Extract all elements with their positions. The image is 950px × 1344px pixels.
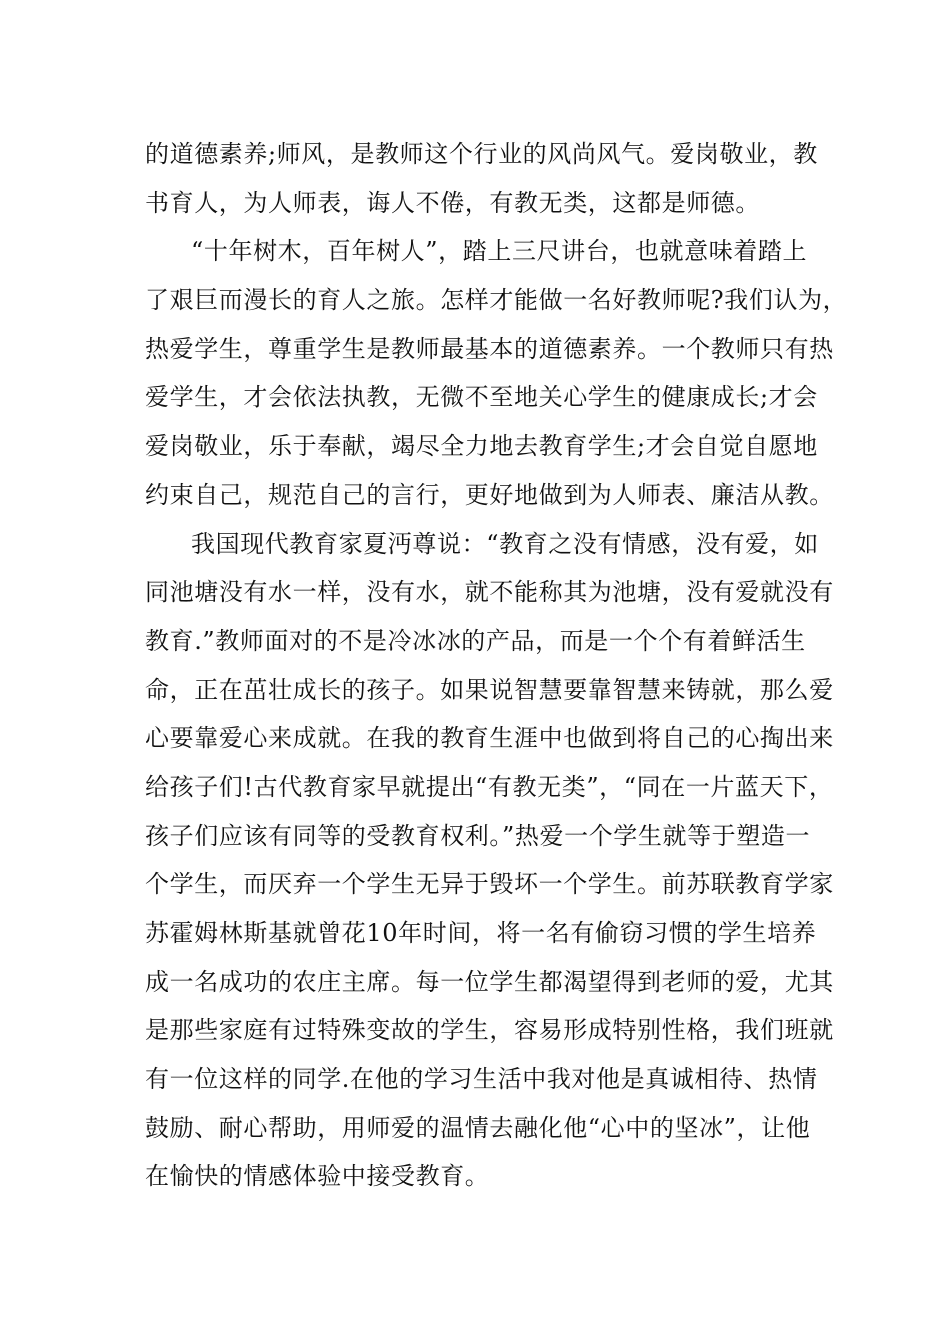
text-line: 有一位这样的同学.在他的学习生活中我对他是真诚相待、热情 — [145, 1065, 818, 1094]
text-line: 在愉快的情感体验中接受教育。 — [145, 1162, 490, 1191]
text-line: 书育人，为人师表，诲人不倦，有教无类，这都是师德。 — [145, 188, 760, 217]
text-line: 命，正在茁壮成长的孩子。如果说智慧要靠智慧来铸就，那么爱 — [145, 675, 834, 704]
text-line: 给孩子们!古代教育家早就提出“有教无类”，“同在一片蓝天下， — [145, 772, 834, 801]
text-line: “十年树木，百年树人”，踏上三尺讲台，也就意味着踏上 — [191, 237, 808, 266]
text-line: 成一名成功的农庄主席。每一位学生都渴望得到老师的爱，尤其 — [145, 967, 834, 996]
text-line: 约束自己，规范自己的言行，更好地做到为人师表、廉洁从教。 — [145, 480, 834, 509]
text-line: 鼓励、耐心帮助，用师爱的温情去融化他“心中的坚冰”，让他 — [145, 1113, 811, 1142]
body-text — [145, 130, 848, 1201]
text-line: 个学生，而厌弃一个学生无异于毁坏一个学生。前苏联教育学家 — [145, 870, 834, 899]
text-line: 热爱学生，尊重学生是教师最基本的道德素养。一个教师只有热 — [145, 334, 834, 363]
text-line: 苏霍姆林斯基就曾花10年时间，将一名有偷窃习惯的学生培养 — [145, 919, 817, 947]
text-line: 是那些家庭有过特殊变故的学生，容易形成特别性格，我们班就 — [145, 1016, 834, 1045]
text-line: 心要靠爱心来成就。在我的教育生涯中也做到将自己的心掏出来 — [145, 724, 834, 753]
text-line: 了艰巨而漫长的育人之旅。怎样才能做一名好教师呢?我们认为， — [145, 286, 848, 315]
text-line: 孩子们应该有同等的受教育权利。”热爱一个学生就等于塑造一 — [145, 821, 811, 850]
text-line: 我国现代教育家夏沔尊说：“教育之没有情感，没有爱，如 — [191, 529, 819, 558]
text-line: 教育.”教师面对的不是冷冰冰的产品，而是一个个有着鲜活生 — [145, 626, 806, 655]
text-line: 爱学生，才会依法执教，无微不至地关心学生的健康成长;才会 — [145, 383, 818, 412]
text-line: 同池塘没有水一样，没有水，就不能称其为池塘，没有爱就没有 — [145, 578, 834, 607]
text-line: 的道德素养;师风，是教师这个行业的风尚风气。爱岗敬业，教 — [145, 140, 818, 168]
text-line: 爱岗敬业，乐于奉献，竭尽全力地去教育学生;才会自觉自愿地 — [145, 432, 818, 461]
